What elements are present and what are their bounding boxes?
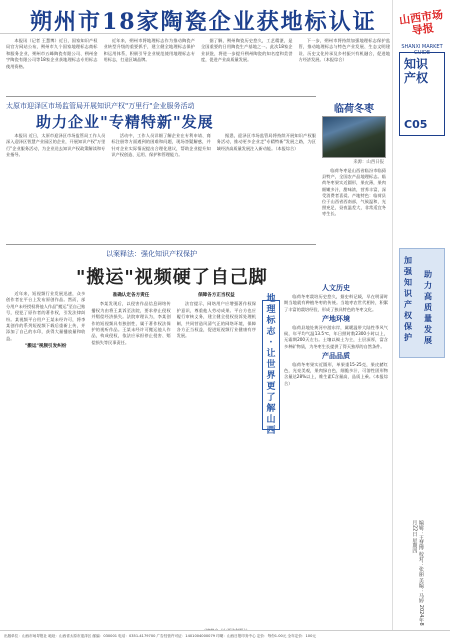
top-article-col4: 下一步，朔州市将持续加强地理标志保护监管，推动地理标志与特色产业发展、生态文明建设、历史文化传承及乡村振兴有机融合，促进地方经济发展。（本报综合） (298, 38, 390, 63)
enterprise-col2: 活动中，工作人员详细了解企业在专利申请、商标注册等方面遇到的困难和问题，现场答疑解惑，并针对企业实际情况提出合理化建议，帮助企业提升知识产权创造、运用、保护和管理能力。 (111, 133, 211, 158)
top-headline-band (0, 0, 390, 34)
environment-heading: 产地环境 (322, 313, 350, 323)
enterprise-col1: 本报讯 近日，太原市迎泽区市场监管局工作人员深入迎泽区智慧产业园区的企业，开展知识产权"万里行"企业服务活动，为企业送去知识产权政策解读和专业指导。 (6, 133, 106, 158)
slogan-text-2 (424, 269, 434, 346)
environment-text: 临荷县地处黄河中游东岸，属暖温带大陆性季风气候，年平均气温13.5℃，年日照时数2300小时以上，无霜期200天左右。土壤以褐土为主，土层深厚，富含多种矿物质，为冬枣生长提供了得天独厚的自然条件。 (284, 325, 388, 349)
top-article-col1: 本报讯（记者 王慧博）近日，国家知识产权局官方网站公布，朔州市九个国家地理标志商标和服务企业，朔州市五峰陶瓷有限公司、朔州金宇陶瓷有限公司等18家企业获地理标志专用标志使用资格。 (6, 38, 98, 69)
jujube-title: 临荷冬枣 (334, 104, 374, 115)
top-article-col2: 近年来，朔州市将地理标志作为推动陶瓷产业转型升级的重要抓手，建立健全地理标志保护和运用体系，积极引导企业规范使用地理标志专用标志，打造区域品牌。 (103, 38, 195, 63)
masthead-text: 山西市场导报 (398, 8, 444, 38)
geo-indication-strip (262, 293, 280, 436)
sidebar (392, 0, 450, 640)
geo-strip-char: · (269, 337, 273, 348)
jujube-photo (322, 116, 386, 158)
history-text: 临荷冬枣栽培历史悠久，据史料记载，早在明清时期当地就有种植冬枣的传统。当地枣农世代相传，积累了丰富的栽培经验，形成了独具特色的冬枣文化。 (284, 294, 388, 312)
geo-strip-char: 理 (266, 304, 276, 315)
case-title: "搬运"视频硬了自己脚 (76, 267, 268, 288)
geo-strip-char: 志 (266, 326, 276, 337)
slogan-line-1: 加强知识产权保护 (404, 255, 412, 342)
geo-strip-char: 山 (266, 414, 276, 425)
top-article-columns (6, 38, 390, 90)
geo-strip-char: 地 (266, 293, 276, 304)
geo-strip-char: 世 (266, 359, 276, 370)
enterprise-col3: 据悉，迎泽区市场监管局将持续开展知识产权服务活动，推动更多企业走"专精特新"发展之路，为区域经济高质量发展注入新动能。（本报综合） (216, 133, 316, 151)
section-code: C05 (404, 118, 428, 131)
geo-strip-char: 标 (266, 315, 276, 326)
case-subhead-2: 准确认定各方责任 (112, 293, 150, 298)
top-article-col3: 据了解，朔州陶瓷历史悠久，工艺精湛，是全国重要的日用陶瓷生产基地之一。此次18家企业获批，将进一步提升朔州陶瓷的知名度和美誉度，促进产业高质量发展。 (201, 38, 293, 63)
geo-strip-char: 更 (266, 381, 276, 392)
slogan-text (404, 255, 414, 343)
quality-heading: 产品品质 (322, 350, 350, 360)
geo-strip-char: 界 (266, 370, 276, 381)
quality-text: 临荷冬枣果实近圆形，单果重15-25克，果皮赭红色，光亮美观，果肉绿白色，细脆多汁，可溶性固形物含量达28%以上，维生素C含量高，品质上乘。（本报综合） (284, 362, 388, 386)
jujube-photo-block (322, 96, 386, 276)
editors-line: 编辑：王慧博 校对：张丽 美编：马婷 2024年8月22日 星期四 (411, 520, 424, 626)
slogan-box (399, 248, 445, 358)
case-subhead-1: "搬运"视频引发纠纷 (24, 344, 67, 350)
case-kicker: 以案释法：强化知识产权保护 (106, 250, 197, 258)
jujube-text: 临荷冬枣是山西省临汾市临猗县特产，全国农产品地理标志。临荷冬枣果实近圆形，果皮薄，果肉细嫩多汁，甜味浓，营养丰富，深受消费者喜爱。产地特色：临荷县位于山西省西南部，气候温和，光照充足，昼夜温差大，非常适宜冬枣生长。 (322, 168, 386, 217)
case-columns (6, 291, 256, 627)
geo-strip-char: 让 (266, 348, 276, 359)
slogan-line-2: 助力高质量发展 (424, 269, 432, 345)
geo-strip-char: 了 (266, 392, 276, 403)
section-name: 知识产权 (404, 57, 429, 85)
enterprise-article (6, 96, 316, 238)
masthead-logo (395, 2, 449, 46)
case-col3: 法官提示，网络用户应增强著作权保护意识，尊重他人劳动成果。平台方也应履行审核义务，建立健全侵权投诉处理机制，共同营造风清气正的网络环境，保障各方正当权益，促进短视频行业健康有序发展。 (176, 301, 256, 339)
case-col1: 近年来，短视频行业发展迅速，众多创作者在平台上发布原创作品。然而，部分用户未经授权将他人作品"搬运"至自己账号，侵犯了原作者的著作权，引发法律纠纷。某视频平台用户王某未经许可，将李某创作的系列短视频下载后重新上传，并添加了自己的水印，获得大量播放量和收益。 (6, 291, 86, 341)
top-headline: 朔州市18家陶瓷企业获地标认证 (30, 9, 377, 35)
case-subhead-3: 保障各方正当权益 (197, 293, 235, 298)
enterprise-kicker: 太原市迎泽区市场监管局开展知识产权"万里行"企业服务活动 (6, 102, 195, 110)
photo-caption: 来源：山西日报 (353, 160, 384, 165)
enterprise-columns (6, 133, 316, 239)
masthead-subtitle: SHANXI MARKET GUIDE (401, 44, 443, 56)
geo-strip-char: 解 (266, 403, 276, 414)
case-col2: 李某发现后，以侵害作品信息网络传播权为由将王某诉至法院，要求停止侵权并赔偿经济损失。法院审理认为，李某创作的短视频具有独创性，属于著作权法保护的视听作品。王某未经许可搬运他人作品，构成侵权，依法应承担停止侵害、赔偿损失等民事责任。 (91, 301, 171, 345)
enterprise-title: 助力企业"专精特新"发展 (36, 113, 214, 131)
jujube-details-column (284, 282, 388, 638)
section-label-box (399, 52, 445, 136)
history-heading: 人文历史 (322, 283, 350, 292)
geo-strip-char: 西 (266, 425, 276, 436)
footer: 出版单位：山西市场导报社 地址：山西省太原市迎泽区 邮编：030001 电话：0351-4179700 广告经营许可证：1401004000079 印刷：山西日报印务中心 定价：每份1.00元 全年定价：100元 (0, 630, 450, 640)
